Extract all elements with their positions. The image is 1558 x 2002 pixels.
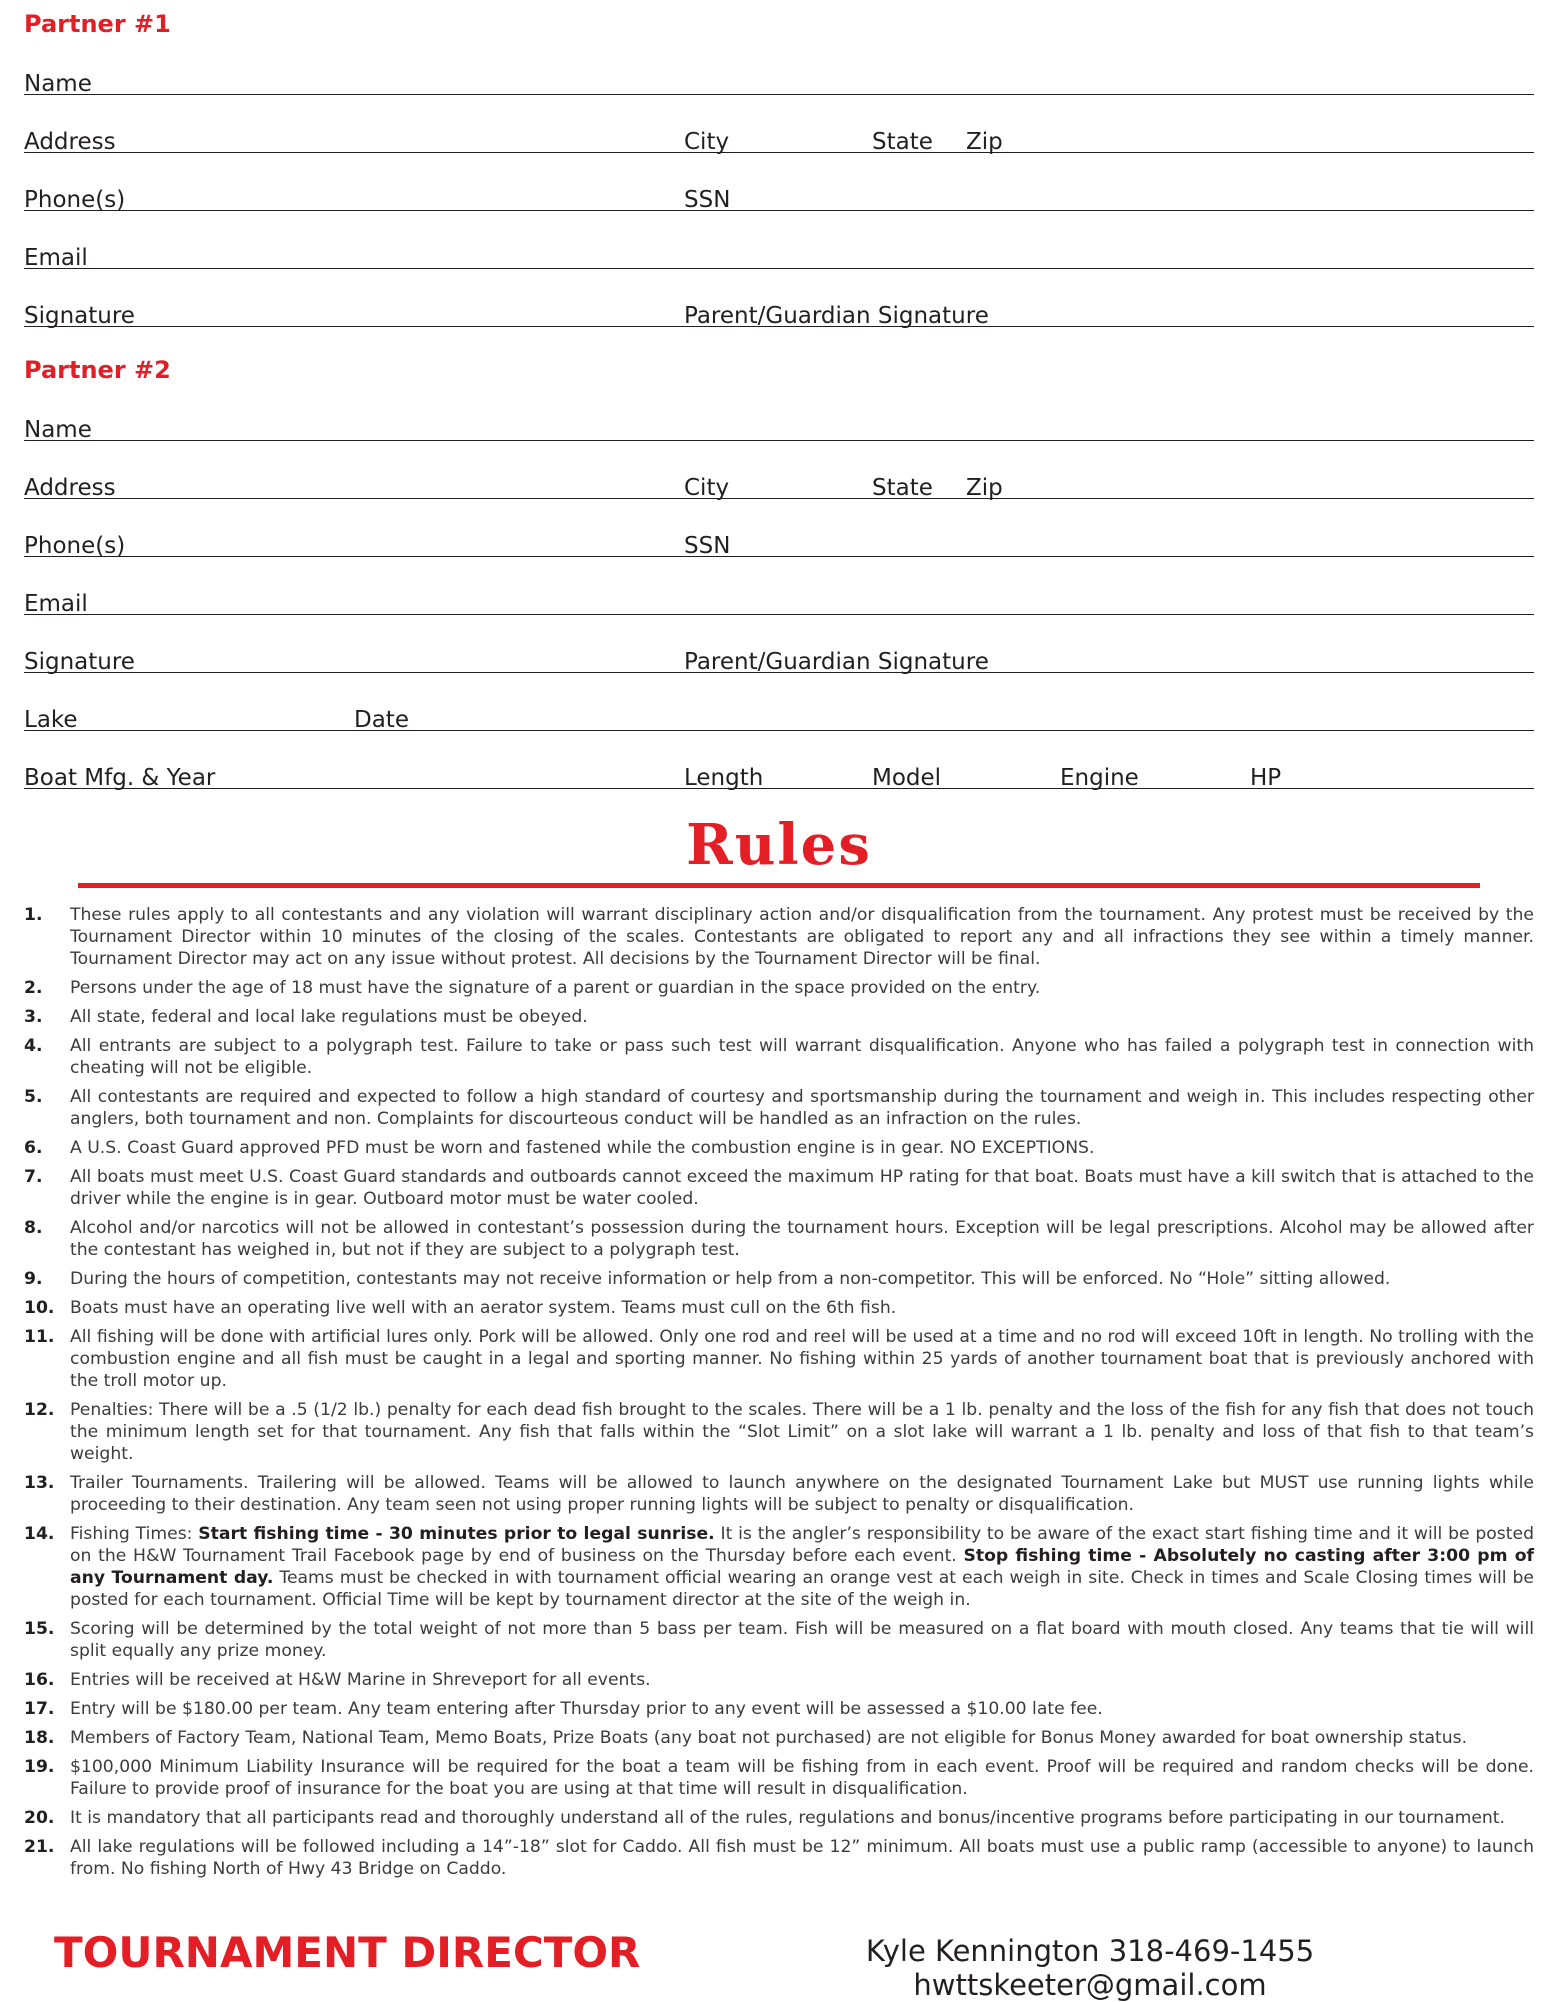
date-label: Date — [354, 707, 409, 733]
rule-text — [70, 1298, 896, 1318]
rule-item — [24, 1137, 1534, 1159]
partner1-name-field[interactable] — [24, 58, 1534, 95]
address-label: Address — [24, 129, 116, 155]
rule-item — [24, 1618, 1534, 1662]
rule-text-segment: All state, federal and local lake regulations must be obeyed. — [70, 1007, 588, 1027]
partner2-heading: Partner #2 — [24, 356, 171, 384]
signature-label: Signature — [24, 303, 135, 329]
rule-number: 20. — [24, 1808, 55, 1828]
rule-text — [70, 1218, 1534, 1260]
rule-number: 8. — [24, 1218, 43, 1238]
rule-number: 1. — [24, 905, 43, 925]
rule-text-segment: Boats must have an operating live well with an aerator system. Teams must cull on the 6th fish. — [70, 1298, 897, 1318]
contact-name-phone: Kyle Kennington 318-469-1455 — [865, 1934, 1315, 1968]
rule-item — [24, 1268, 1534, 1290]
rule-text-segment: Teams must be checked in with tournament official wearing an orange vest at each weigh in site. Check in times and Scale Closing times will be posted for each tournament. Official Time will be kept by tournament director at the site of the weigh in. — [70, 1568, 1534, 1610]
email-label: Email — [24, 591, 88, 617]
rule-item — [24, 1326, 1534, 1392]
rule-number: 18. — [24, 1728, 55, 1748]
rule-text-segment: All contestants are required and expected to follow a high standard of courtesy and sportsmanship during the tournament and weigh in. This includes respecting other anglers, both tournament and non. Complaints for discourteous conduct will be handled as an infraction on the rules. — [70, 1087, 1534, 1129]
boat-info-field[interactable] — [24, 752, 1534, 789]
rule-text-segment: Persons under the age of 18 must have the signature of a parent or guardian in the space provided on the entry. — [70, 978, 1041, 998]
rule-number: 9. — [24, 1269, 43, 1289]
rule-number: 21. — [24, 1837, 55, 1857]
rule-text — [70, 1699, 1103, 1719]
rule-text-segment: All boats must meet U.S. Coast Guard standards and outboards cannot exceed the maximum HP rating for that boat. Boats must have a kill switch that is attached to the driver while the engine is in gear. Outboard motor must be water cooled. — [70, 1167, 1534, 1209]
rule-text-segment: Scoring will be determined by the total weight of not more than 5 bass per team. Fish will be measured on a flat board with mouth closed. Any teams that tie will will split equally any prize money. — [70, 1619, 1534, 1661]
rule-number: 2. — [24, 978, 43, 998]
ssn-label: SSN — [684, 187, 731, 213]
rule-text-segment: $100,000 Minimum Liability Insurance will be required for the boat a team will be fishing from in each event. Proof will be required and random checks will be done. Failure to provide proof of insurance for the boat you are using at that time will result in disqualification. — [70, 1757, 1534, 1799]
phone-label: Phone(s) — [24, 533, 126, 559]
rule-text-segment: These rules apply to all contestants and any violation will warrant disciplinary action and/or disqualification from the tournament. Any protest must be received by the Tournament Director within 10 minutes of the closing of the scales. Contestants are obligated to report any and all infractions they see within a timely manner. Tournament Director may act on any issue without protest. All decisions by the Tournament Director will be final. — [70, 905, 1534, 969]
rule-item — [24, 1297, 1534, 1319]
ssn-label: SSN — [684, 533, 731, 559]
rule-item — [24, 1836, 1534, 1880]
rule-number: 10. — [24, 1298, 55, 1318]
rule-number: 14. — [24, 1524, 55, 1544]
rule-item — [24, 1727, 1534, 1749]
rule-text — [70, 1728, 1467, 1748]
rule-number: 5. — [24, 1087, 43, 1107]
rule-text — [70, 1473, 1534, 1515]
rules-divider — [78, 883, 1480, 888]
rule-text-segment: Penalties: There will be a .5 (1/2 lb.) penalty for each dead fish brought to the scales. There will be a 1 lb. penalty and the loss of the fish for any fish that does not touch the minimum length set for that tournament. Any fish that falls within the “Slot Limit” on a slot lake will warrant a 1 lb. penalty and loss of that fish to that team’s weight. — [70, 1400, 1534, 1464]
rule-item — [24, 1035, 1534, 1079]
rule-number: 13. — [24, 1473, 55, 1493]
rule-emphasis: Stop fishing time - Absolutely no casting after 3:00 pm of any Tournament day. — [70, 1546, 1534, 1588]
rule-text — [70, 1087, 1534, 1129]
rule-text — [70, 978, 1040, 998]
model-label: Model — [872, 765, 942, 791]
rule-text — [70, 905, 1534, 969]
rule-item — [24, 1807, 1534, 1829]
address-label: Address — [24, 475, 116, 501]
rule-number: 7. — [24, 1167, 43, 1187]
rule-text — [70, 1327, 1534, 1391]
rule-text-segment: Fishing Times: — [70, 1524, 199, 1544]
partner1-heading: Partner #1 — [24, 10, 171, 38]
rules-title: Rules — [686, 812, 872, 878]
rule-text — [70, 1524, 1534, 1610]
state-label: State — [872, 129, 933, 155]
rule-text-segment: Trailer Tournaments. Trailering will be allowed. Teams will be allowed to launch anywhere on the designated Tournament Lake but MUST use running lights while proceeding to their destination. Any team seen not using proper running lights will be subject to penalty or disqualification. — [70, 1473, 1534, 1515]
lake-date-field[interactable] — [24, 694, 1534, 731]
rule-item — [24, 904, 1534, 970]
zip-label: Zip — [966, 129, 1003, 155]
rule-emphasis: Start fishing time - 30 minutes prior to legal sunrise. — [198, 1524, 715, 1544]
rule-text-segment: Members of Factory Team, National Team, Memo Boats, Prize Boats (any boat not purchased) are not eligible for Bonus Money awarded for boat ownership status. — [70, 1728, 1468, 1748]
rule-item — [24, 1669, 1534, 1691]
boat-label: Boat Mfg. & Year — [24, 765, 216, 791]
length-label: Length — [684, 765, 764, 791]
partner2-address-field[interactable] — [24, 462, 1534, 499]
rule-text-segment: Entries will be received at H&W Marine in Shreveport for all events. — [70, 1670, 651, 1690]
partner2-email-field[interactable] — [24, 578, 1534, 615]
rule-text — [70, 1138, 1094, 1158]
city-label: City — [684, 129, 730, 155]
signature-label: Signature — [24, 649, 135, 675]
rule-text-segment: All lake regulations will be followed including a 14”-18” slot for Caddo. All fish must be 12” minimum. All boats must use a public ramp (accessible to anyone) to launch from. No fishing North of Hwy 43 Bridge on Caddo. — [70, 1837, 1534, 1879]
rule-item — [24, 1756, 1534, 1800]
city-label: City — [684, 475, 730, 501]
phone-label: Phone(s) — [24, 187, 126, 213]
rule-number: 3. — [24, 1007, 43, 1027]
partner2-name-field[interactable] — [24, 404, 1534, 441]
partner1-signature-field[interactable] — [24, 290, 1534, 327]
rule-text-segment: All fishing will be done with artificial lures only. Pork will be allowed. Only one rod and reel will be used at a time and no rod will exceed 10ft in length. No trolling with the combustion engine and all fish must be caught in a legal and sporting manner. No fishing within 25 yards of another tournament boat that is previously anchored with the troll motor up. — [70, 1327, 1534, 1391]
tournament-director-heading: TOURNAMENT DIRECTOR — [54, 1928, 641, 1977]
rule-item — [24, 1006, 1534, 1028]
state-label: State — [872, 475, 933, 501]
rule-text-segment: Alcohol and/or narcotics will not be allowed in contestant’s possession during the tournament hours. Exception will be legal prescriptions. Alcohol may be allowed after the contestant has weighed in, but not if they are subject to a polygraph test. — [70, 1218, 1534, 1260]
rule-item — [24, 977, 1534, 999]
contact-email[interactable]: hwttskeeter@gmail.com — [913, 1968, 1267, 2002]
zip-label: Zip — [966, 475, 1003, 501]
rule-text-segment: All entrants are subject to a polygraph test. Failure to take or pass such test will warrant disqualification. Anyone who has failed a polygraph test in connection with cheating will not be eligible. — [70, 1036, 1534, 1078]
rule-item — [24, 1472, 1534, 1516]
rule-number: 11. — [24, 1327, 55, 1347]
rule-text — [70, 1269, 1390, 1289]
rule-text-segment: Entry will be $180.00 per team. Any team entering after Thursday prior to any event will be assessed a $10.00 late fee. — [70, 1699, 1103, 1719]
guardian-signature-label: Parent/Guardian Signature — [684, 303, 989, 329]
rule-item — [24, 1523, 1534, 1611]
email-label: Email — [24, 245, 88, 271]
rule-text — [70, 1167, 1534, 1209]
rule-number: 16. — [24, 1670, 55, 1690]
rule-text-segment: It is the angler’s responsibility to be aware of the exact start fishing time and it will be posted on the H&W Tournament Trail Facebook page by end of business on the Thursday before each event. — [70, 1524, 1534, 1566]
rule-text — [70, 1757, 1534, 1799]
rule-item — [24, 1086, 1534, 1130]
rule-text-segment: It is mandatory that all participants read and thoroughly understand all of the rules, regulations and bonus/incentive programs before participating in our tournament. — [70, 1808, 1506, 1828]
rule-text — [70, 1036, 1534, 1078]
partner1-email-field[interactable] — [24, 232, 1534, 269]
rule-number: 15. — [24, 1619, 55, 1639]
guardian-signature-label: Parent/Guardian Signature — [684, 649, 989, 675]
rule-number: 19. — [24, 1757, 55, 1777]
rule-number: 12. — [24, 1400, 55, 1420]
rule-text — [70, 1837, 1534, 1879]
rule-text-segment: A U.S. Coast Guard approved PFD must be worn and fastened while the combustion engine is in gear. NO EXCEPTIONS. — [70, 1138, 1095, 1158]
partner2-phone-field[interactable] — [24, 520, 1534, 557]
partner1-phone-field[interactable] — [24, 174, 1534, 211]
hp-label: HP — [1250, 765, 1282, 791]
partner1-address-field[interactable] — [24, 116, 1534, 153]
rule-item — [24, 1399, 1534, 1465]
rule-text — [70, 1619, 1534, 1661]
rule-number: 17. — [24, 1699, 55, 1719]
rule-number: 6. — [24, 1138, 43, 1158]
name-label: Name — [24, 417, 92, 443]
engine-label: Engine — [1060, 765, 1139, 791]
rules-list — [24, 904, 1534, 1887]
rule-item — [24, 1698, 1534, 1720]
rule-item — [24, 1166, 1534, 1210]
rule-text — [70, 1400, 1534, 1464]
rule-text — [70, 1808, 1505, 1828]
contact-block — [860, 1934, 1320, 2002]
name-label: Name — [24, 71, 92, 97]
rule-item — [24, 1217, 1534, 1261]
lake-label: Lake — [24, 707, 78, 733]
rule-text — [70, 1007, 588, 1027]
rule-text-segment: During the hours of competition, contestants may not receive information or help from a non-competitor. This will be enforced. No “Hole” sitting allowed. — [70, 1269, 1391, 1289]
partner2-signature-field[interactable] — [24, 636, 1534, 673]
rule-text — [70, 1670, 651, 1690]
rule-number: 4. — [24, 1036, 43, 1056]
